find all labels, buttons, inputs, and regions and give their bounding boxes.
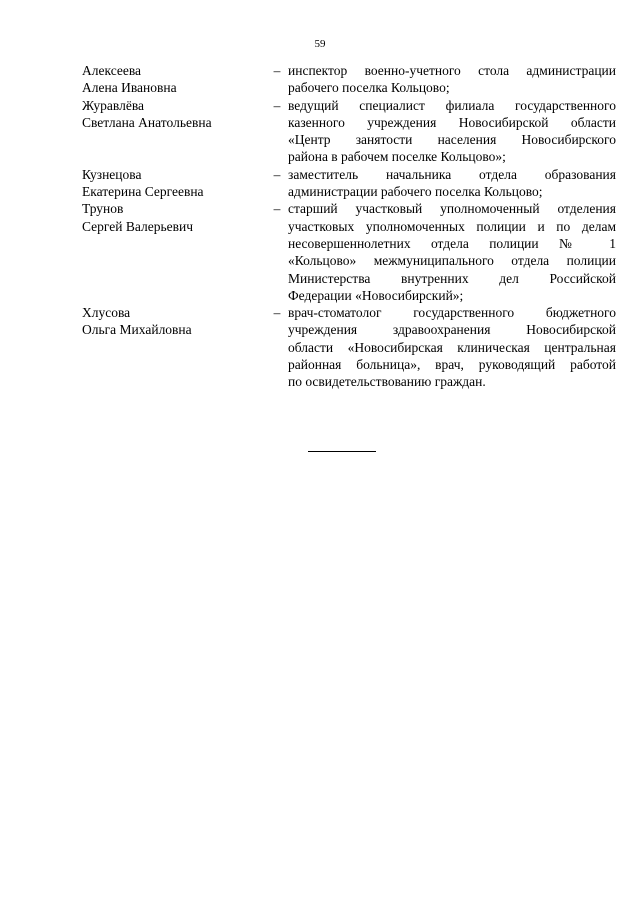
member-given-name: Екатерина Сергеевна: [82, 184, 204, 200]
role-line: рабочего поселка Кольцово;: [288, 80, 450, 96]
member-name: [82, 200, 266, 235]
member-entry: [82, 62, 616, 97]
member-name: [82, 62, 266, 97]
role-line: заместитель начальника отдела образования: [288, 166, 616, 182]
member-given-name: Сергей Валерьевич: [82, 218, 193, 234]
role-line: «Центр занятости населения Новосибирского: [288, 132, 616, 148]
role-line: района в рабочем поселке Кольцово»;: [288, 149, 506, 165]
member-surname: Алексеева: [82, 63, 142, 78]
role-line: инспектор военно-учетного стола администрации: [288, 63, 616, 78]
member-surname: Кузнецова: [82, 166, 142, 182]
role-line: администрации рабочего поселка Кольцово;: [288, 184, 543, 200]
role-line: «Кольцово» межмуниципального отдела полиции: [288, 253, 616, 269]
role-line: старший участковый уполномоченный отделения: [288, 201, 616, 217]
member-surname: Журавлёва: [82, 97, 145, 113]
role-line: Федерации «Новосибирский»;: [288, 287, 464, 303]
member-role: [288, 62, 616, 97]
member-entry: [82, 200, 616, 304]
member-given-name: Светлана Анатольевна: [82, 114, 212, 130]
member-entry: [82, 304, 616, 390]
member-name: [82, 304, 266, 339]
role-line: казенного учреждения Новосибирской области: [288, 114, 616, 130]
dash-separator: –: [273, 97, 281, 113]
role-line: Министерства внутренних дел Российской: [288, 270, 616, 286]
member-name: [82, 97, 266, 132]
member-role: [288, 200, 616, 304]
member-surname: Трунов: [82, 201, 124, 217]
member-role: [288, 166, 616, 201]
role-line: врач-стоматолог государственного бюджетного: [288, 305, 616, 321]
end-of-document-rule: [308, 451, 376, 452]
role-line: районная больница», врач, руководящий работой: [288, 357, 616, 373]
role-line: несовершеннолетних отдела полиции № 1: [288, 235, 616, 251]
member-surname: Хлусова: [82, 305, 131, 321]
role-line: ведущий специалист филиала государственного: [288, 97, 616, 113]
member-entry: [82, 166, 616, 201]
page-number: 59: [314, 38, 326, 50]
member-entry: [82, 97, 616, 166]
role-line: учреждения здравоохранения Новосибирской: [288, 322, 616, 338]
member-role: [288, 304, 616, 390]
dash-separator: –: [273, 63, 281, 78]
role-line: по освидетельствованию граждан.: [288, 374, 486, 390]
dash-separator: –: [273, 305, 281, 321]
member-given-name: Алена Ивановна: [82, 80, 177, 96]
member-role: [288, 97, 616, 166]
member-name: [82, 166, 266, 201]
role-line: участковых уполномоченных полиции и по делам: [288, 218, 616, 234]
commission-members-list: [82, 62, 616, 391]
dash-separator: –: [273, 166, 281, 182]
dash-separator: –: [273, 201, 281, 217]
role-line: области «Новосибирская клиническая центральная: [288, 339, 616, 355]
member-given-name: Ольга Михайловна: [82, 322, 192, 338]
